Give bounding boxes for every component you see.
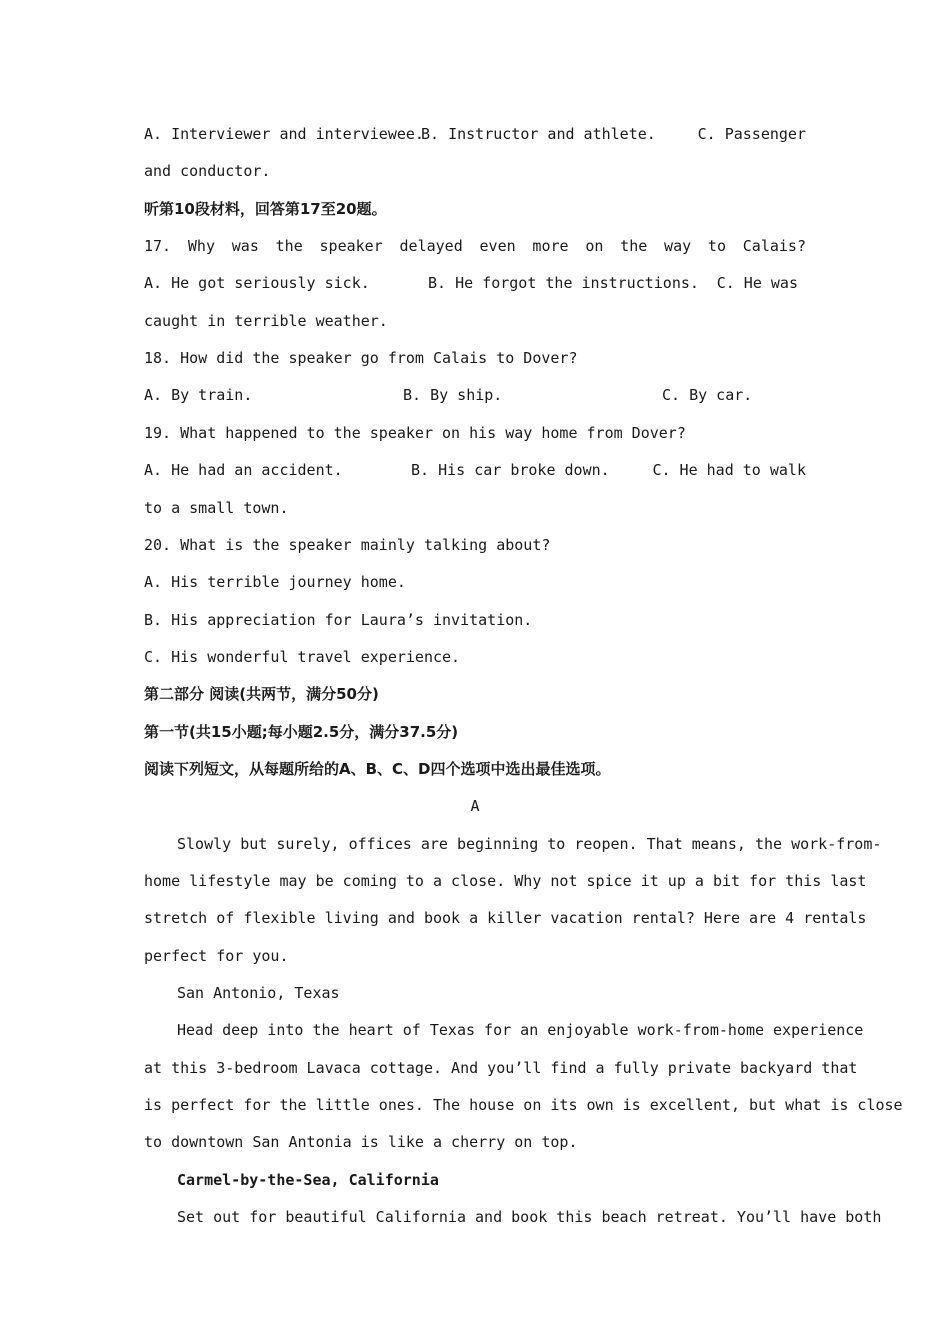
q19-options-row [144, 458, 806, 482]
q17-question: 17. Why was the speaker delayed even more on the way to Calais? [144, 237, 806, 255]
q19-option-a: A. He had an accident. [144, 461, 343, 479]
q19-option-c-continued: to a small town. [144, 499, 289, 517]
q18-option-c: C. By car. [662, 386, 753, 404]
rental1-line: to downtown San Antonia is like a cherry on top. [144, 1133, 578, 1151]
q19-option-c: C. He had to walk [652, 461, 806, 479]
intro-line: Slowly but surely, offices are beginning to reopen. That means, the work-from- [177, 835, 882, 853]
rental1-line: at this 3-bedroom Lavaca cottage. And you’ll find a fully private backyard that [144, 1059, 858, 1077]
rental1-line: Head deep into the heart of Texas for an enjoyable work-from-home experience [177, 1021, 864, 1039]
passage-label: A [470, 797, 480, 815]
material10-header: 听第10段材料，回答第17至20题。 [144, 200, 387, 218]
q16-option-a: A. Interviewer and interviewee. [144, 125, 424, 143]
q17-option-a: A. He got seriously sick. [144, 274, 370, 292]
q20-option-a: A. His terrible journey home. [144, 573, 406, 591]
q17-option-b: B. He forgot the instructions. [428, 274, 699, 292]
q16-option-b: B. Instructor and athlete. [421, 125, 656, 143]
q16-options-row [144, 122, 806, 146]
intro-line: home lifestyle may be coming to a close. Why not spice it up a bit for this last [144, 872, 867, 890]
q16-option-c: C. Passenger [697, 125, 806, 143]
q18-options-row [144, 383, 806, 407]
rental1-line: is perfect for the little ones. The house on its own is excellent, but what is close [144, 1096, 903, 1114]
part2-title: 第二部分 阅读(共两节，满分50分) [144, 685, 379, 703]
part2-section1-title: 第一节(共15小题;每小题2.5分，满分37.5分) [144, 723, 459, 741]
q17-option-c: C. He was [716, 274, 798, 292]
q19-question: 19. What happened to the speaker on his way home from Dover? [144, 424, 686, 442]
q20-option-b: B. His appreciation for Laura’s invitation. [144, 611, 533, 629]
q18-option-a: A. By train. [144, 386, 253, 404]
q18-question: 18. How did the speaker go from Calais to Dover? [144, 349, 578, 367]
q20-option-c: C. His wonderful travel experience. [144, 648, 461, 666]
q17-options-row [144, 271, 806, 295]
q20-question: 20. What is the speaker mainly talking about? [144, 536, 551, 554]
reading-instruction: 阅读下列短文，从每题所给的A、B、C、D四个选项中选出最佳选项。 [144, 760, 611, 778]
q19-option-b: B. His car broke down. [411, 461, 610, 479]
intro-line: stretch of flexible living and book a killer vacation rental? Here are 4 rentals [144, 909, 867, 927]
rental1-heading: San Antonio, Texas [177, 984, 340, 1002]
q16-option-c-continued: and conductor. [144, 162, 271, 180]
q17-option-c-continued: caught in terrible weather. [144, 312, 388, 330]
rental2-line: Set out for beautiful California and book this beach retreat. You’ll have both [177, 1208, 882, 1226]
intro-line: perfect for you. [144, 947, 289, 965]
rental2-heading: Carmel-by-the-Sea, California [177, 1171, 439, 1189]
q18-option-b: B. By ship. [403, 386, 503, 404]
